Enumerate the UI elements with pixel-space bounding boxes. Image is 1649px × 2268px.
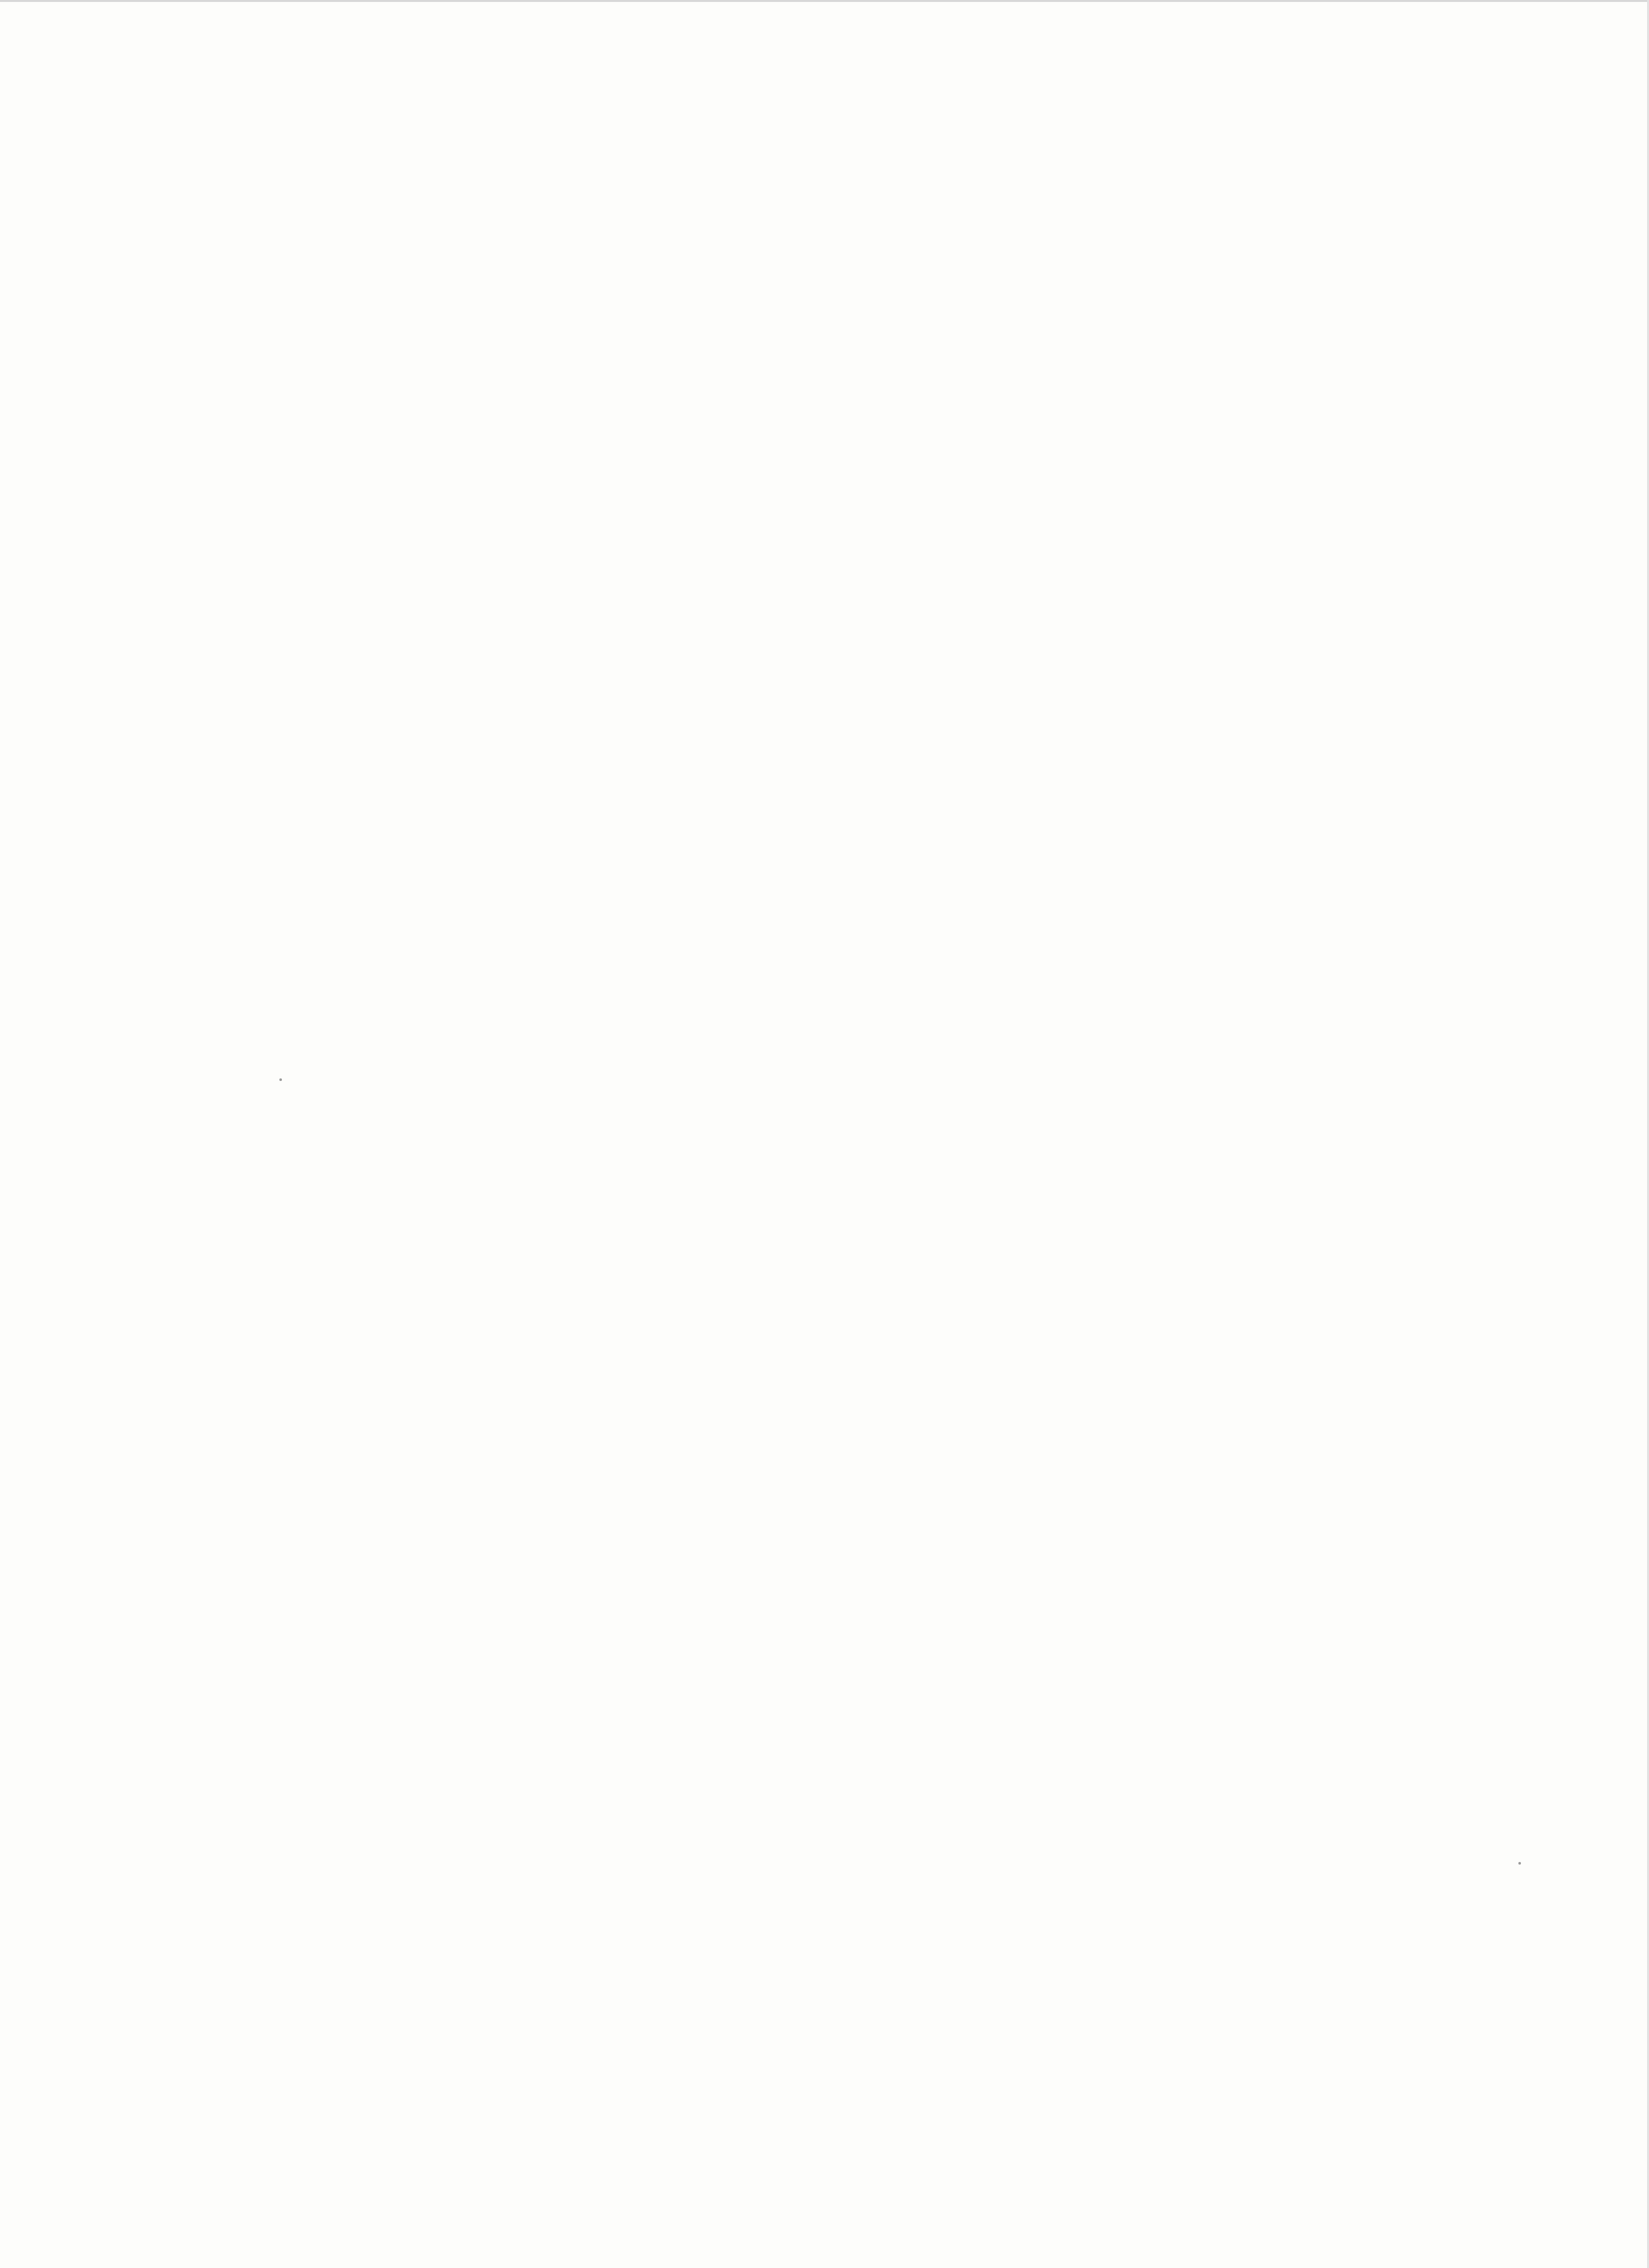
scan-speck [1518,1862,1521,1865]
signature-gap [854,1131,1280,1170]
scan-speck [279,1078,282,1081]
scan-edge-top [0,0,1649,2]
signature-block [854,1131,1280,1170]
